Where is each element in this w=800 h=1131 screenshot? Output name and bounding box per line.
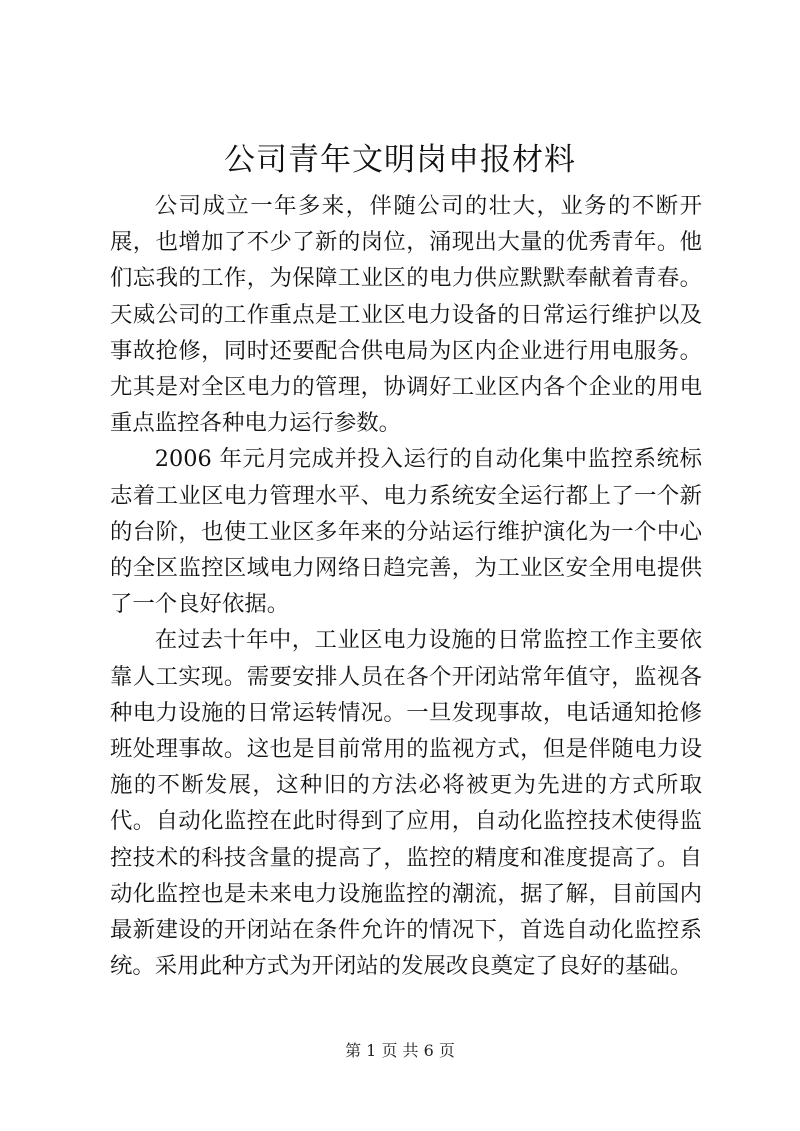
- document-body: [110, 188, 702, 984]
- paragraph-2: 2006 年元月完成并投入运行的自动化集中监控系统标志着工业区电力管理水平、电力系统安全运行都上了一个新的台阶，也使工业区多年来的分站运行维护演化为一个中心的全区监控区域电力网络日趋完善，为工业区安全用电提供了一个良好依据。: [110, 446, 702, 618]
- document-title: 公司青年文明岗申报材料: [224, 142, 576, 178]
- paragraph-1: 公司成立一年多来，伴随公司的壮大，业务的不断开展，也增加了不少了新的岗位，涌现出大量的优秀青年。他们忘我的工作，为保障工业区的电力供应默默奉献着青春。天威公司的工作重点是工业区电力设备的日常运行维护以及事故抢修，同时还要配合供电局为区内企业进行用电服务。尤其是对全区电力的管理，协调好工业区内各个企业的用电重点监控各种电力运行参数。: [110, 193, 702, 437]
- page-number-footer: 第 1 页 共 6 页: [345, 1041, 455, 1060]
- paragraph-3: 在过去十年中，工业区电力设施的日常监控工作主要依靠人工实现。需要安排人员在各个开闭站常年值守，监视各种电力设施的日常运转情况。一旦发现事故，电话通知抢修班处理事故。这也是目前常用的监视方式，但是伴随电力设施的不断发展，这种旧的方法必将被更为先进的方式所取代。自动化监控在此时得到了应用，自动化监控技术使得监控技术的科技含量的提高了，监控的精度和准度提高了。自动化监控也是未来电力设施监控的潮流，据了解，目前国内最新建设的开闭站在条件允许的情况下，首选自动化监控系统。采用此种方式为开闭站的发展改良奠定了良好的基础。: [110, 627, 702, 980]
